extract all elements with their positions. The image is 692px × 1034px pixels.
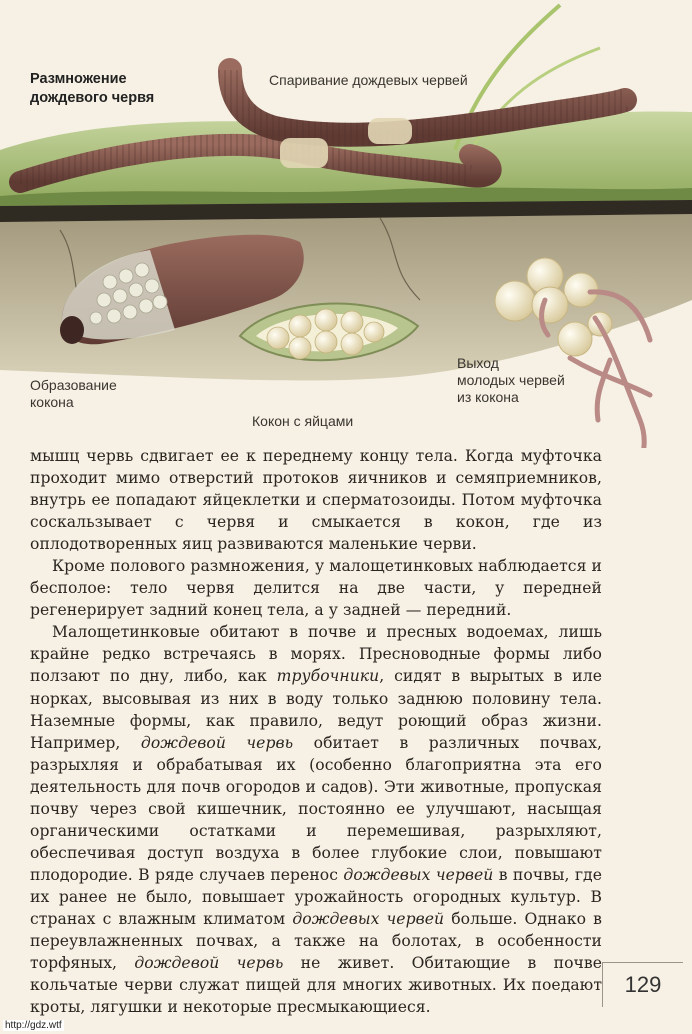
illustration-title xyxy=(30,70,154,108)
cocoon-formation-line-1: Образование xyxy=(30,377,117,393)
young-worms-exit-caption xyxy=(457,355,565,406)
paragraph-3-part-d: в почвы, где их ранее не было, повышает урожайность огородных культур. В странах с влажным климатом xyxy=(30,865,602,928)
title-line-2: дождевого червя xyxy=(30,90,155,106)
paragraph-3-part-e: больше. Однако в переувлажненных почвах, а также на болотах, в особенности торфяных, xyxy=(30,909,602,973)
exit-line-2: молодых червей xyxy=(457,372,565,388)
paragraph-3-part-b: , сидят в вырытых в иле норках, высовывая из них в воду только заднюю половину тела. Наземные формы, как правило, ведут роющий образ жизни. Например, xyxy=(30,667,602,752)
cocoon-formation-line-2: кокона xyxy=(30,394,74,410)
term-earthworm: дождевой червь xyxy=(140,733,294,752)
title-line-1: Размножение xyxy=(30,71,127,87)
term-earthworm-2: дождевой червь xyxy=(134,954,284,973)
term-earthworms-2: дождевых червей xyxy=(292,909,445,928)
paragraph-3-part-a: Малощетинковые обитают в почве и пресных водоемах, лишь крайне редко встречаясь в морях. Пресноводные формы либо ползают по дну, либо, как xyxy=(30,623,602,686)
term-earthworms: дождевых червей xyxy=(343,865,494,884)
paragraph-3 xyxy=(30,621,602,1018)
cocoon-formation-caption xyxy=(30,377,117,411)
watermark-url[interactable]: http://gdz.wtf xyxy=(5,1020,62,1031)
exit-line-3: из кокона xyxy=(457,389,519,405)
earthworm-reproduction-illustration xyxy=(0,0,692,448)
page-number: 129 xyxy=(602,962,683,1007)
paragraph-3-part-f: не живет. Обитающие в почве кольчатые черви служат пищей для многих животных. Их поедают кроты, лягушки и некоторые пресмыкающиеся. xyxy=(30,954,603,1017)
paragraph-1: мышц червь сдвигает ее к переднему концу тела. Когда муфточка проходит мимо отверстий протоков яичников и семяприемников, внутрь ее попадают яйцеклетки и сперматозоиды. Потом муфточка соскальзывает с червя и смыкается в кокон, где из оплодотворенных яиц развиваются маленькие черви. xyxy=(30,447,602,554)
paragraph-3-part-c: обитает в различных почвах, разрыхляя и обрабатывая их (особенно благоприятна эта его деятельность для почв огородов и садов). Эти животные, пропуская почву через свой кишечник, постоянно ее улучшают, насыщая органическими остатками и перемешивая, разрыхляют, обеспечивая доступ воздуха в более глубокие слои, повышают плодородие. В ряде случаев перенос xyxy=(30,733,603,884)
cocoon-eggs-caption: Кокон с яйцами xyxy=(252,413,354,429)
body-text xyxy=(30,445,602,1018)
term-tubifex: трубочники xyxy=(276,667,380,686)
paragraph-2: Кроме полового размножения, у малощетинковых наблюдается и бесполое: тело червя делится на две части, у передней регенерирует задний конец тела, а у задней — передний. xyxy=(30,557,602,620)
mating-caption: Спаривание дождевых червей xyxy=(269,72,468,88)
exit-line-1: Выход xyxy=(457,355,499,371)
